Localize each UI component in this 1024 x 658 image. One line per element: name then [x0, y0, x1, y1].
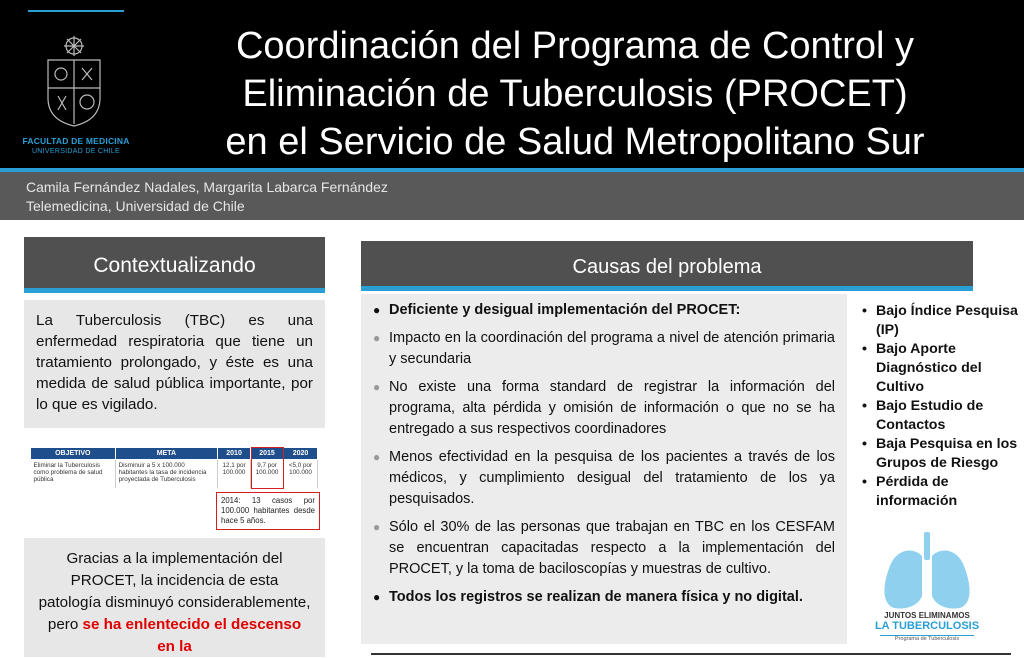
factor-item	[860, 302, 1020, 340]
cause-item	[371, 517, 835, 580]
context-heading: Contextualizando	[93, 254, 256, 277]
factor-item-text: Pérdida de información	[876, 474, 958, 509]
campaign-line-1: JUNTOS ELIMINAMOS	[884, 611, 970, 620]
cause-item-text: Sólo el 30% de las personas que trabajan en TBC en los CESFAM se encuentran capacitadas respecto a la implementación del PROCET, y la toma de baciloscopías y muestras de cultivo.	[389, 519, 835, 577]
table-header-cell: META	[115, 448, 217, 460]
poster-title	[140, 22, 1010, 166]
factors-list	[860, 302, 1020, 511]
bullet-icon: ●	[373, 590, 381, 604]
campaign-logo	[872, 532, 982, 652]
bullet-icon: •	[862, 474, 867, 490]
cause-item	[371, 300, 835, 321]
campaign-line-2: LA TUBERCULOSIS	[874, 620, 980, 632]
context-heading-box	[24, 237, 325, 293]
campaign-line-3: Programa de Tuberculosis	[894, 636, 960, 642]
author-affiliation: Telemedicina, Universidad de Chile	[26, 198, 245, 214]
bottom-rule	[371, 653, 1011, 655]
causes-body-box	[361, 294, 847, 644]
highlight-2015-box	[251, 447, 284, 489]
title-line-1: Coordinación del Programa de Control y	[235, 25, 915, 67]
table-cell-goal: Disminuir a 5 x 100.000 habitantes la tasa de incidencia proyectada de Tuberculosis	[115, 460, 217, 489]
factor-item	[860, 397, 1020, 435]
cause-item-text: Impacto en la coordinación del programa a nivel de atención primaria y secundaria	[389, 330, 835, 367]
causes-list	[361, 294, 847, 608]
bullet-icon: ●	[373, 450, 381, 464]
table-header-cell: OBJETIVO	[31, 448, 116, 460]
cause-item	[371, 587, 835, 608]
cause-item-text: Deficiente y desigual implementación del PROCET:	[389, 302, 741, 318]
context-body-box	[24, 300, 325, 428]
bullet-icon: •	[862, 341, 867, 357]
title-line-2: Eliminación de Tuberculosis (PROCET)	[242, 73, 908, 115]
context-body-text: La Tuberculosis (TBC) es una enfermedad respiratoria que tiene un tratamiento prolongado, y éste es una medida de salud pública importante, por lo que es vigilado.	[36, 312, 313, 413]
bullet-icon: ●	[373, 380, 381, 394]
table-cell-2015: 9,7 por 100.000	[251, 460, 284, 489]
cause-item	[371, 447, 835, 510]
table-header-cell: 2010	[218, 448, 251, 460]
context-heading-rule	[24, 288, 325, 293]
table-note: 2014: 13 casos por 100.000 habitantes desde hace 5 años.	[216, 492, 320, 530]
bullet-icon: ●	[373, 520, 381, 534]
table-header-cell: 2020	[284, 448, 318, 460]
poster-header	[0, 0, 1024, 170]
factor-item	[860, 435, 1020, 473]
causes-heading-rule	[361, 286, 973, 291]
cause-item-text: No existe una forma standard de registrar la información del programa, alta pérdida y omisión de información o que no se ha entregado a sus respectivos coordinadores	[389, 379, 835, 437]
thanks-text-normal: Gracias a la implementación del PROCET, la incidencia de esta patología disminuyó considerablemente, pero	[38, 550, 311, 633]
university-logo	[22, 8, 130, 164]
factors-list-box	[860, 302, 1020, 511]
table-cell-2010: 12,1 por 100.000	[218, 460, 251, 489]
lungs-icon	[872, 532, 982, 612]
bullet-icon: •	[862, 398, 867, 414]
table-cell-objective: Eliminar la Tuberculosis como problema de salud pública	[31, 460, 116, 489]
bullet-icon: ●	[373, 331, 381, 345]
factor-item-text: Bajo Estudio de Contactos	[876, 398, 984, 433]
thanks-text-highlight: se ha enlentecido el descenso en la	[82, 616, 302, 655]
table-cell-2020: <5,0 por 100.000	[284, 460, 318, 489]
factor-item	[860, 340, 1020, 397]
university-shield-icon	[42, 36, 106, 128]
factor-item-text: Bajo Índice Pesquisa (IP)	[876, 303, 1018, 338]
bullet-icon: •	[862, 436, 867, 452]
factor-item-text: Baja Pesquisa en los Grupos de Riesgo	[876, 436, 1018, 471]
causes-heading-box	[361, 241, 973, 291]
cause-item-text: Todos los registros se realizan de manera física y no digital.	[389, 589, 803, 605]
logo-university-text: UNIVERSIDAD DE CHILE	[31, 148, 121, 155]
cause-item	[371, 328, 835, 370]
authors-band	[0, 172, 1024, 220]
author-names: Camila Fernández Nadales, Margarita Labarca Fernández	[26, 179, 388, 195]
factor-item-text: Bajo Aporte Diagnóstico del Cultivo	[876, 341, 982, 395]
bullet-icon: ●	[373, 303, 381, 317]
thanks-text	[38, 548, 311, 658]
factor-item	[860, 473, 1020, 511]
thanks-box	[24, 538, 325, 657]
table-header-cell: 2015	[251, 448, 284, 460]
cause-item-text: Menos efectividad en la pesquisa de los pacientes a través de los médicos, y cumplimiento desigual del tratamiento de los ya pesquisados.	[389, 449, 835, 507]
logo-top-line	[28, 10, 124, 12]
bullet-icon: •	[862, 303, 867, 319]
logo-faculty-text: FACULTAD DE MEDICINA	[22, 136, 130, 146]
cause-item	[371, 377, 835, 440]
causes-heading: Causas del problema	[572, 256, 762, 278]
title-line-3: en el Servicio de Salud Metropolitano Sur	[225, 121, 925, 163]
